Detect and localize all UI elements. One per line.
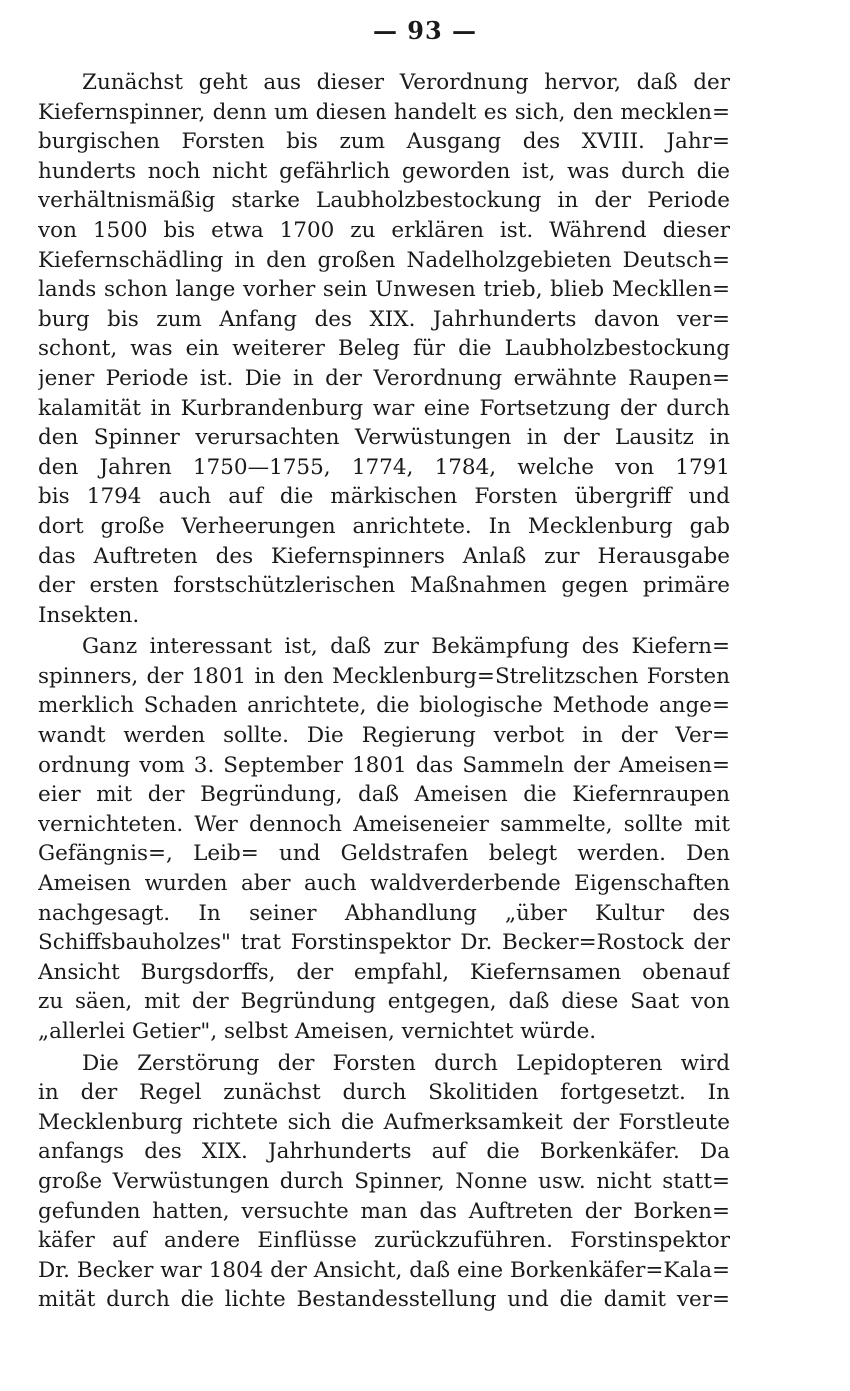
text-line: nachgesagt. In seiner Abhandlung „über Kultur des [38,900,730,926]
text-line: anfangs des XIX. Jahrhunderts auf die Borkenkäfer. Da [38,1139,730,1165]
text-line: „allerlei Getier", selbst Ameisen, vernichtet würde. [38,1019,597,1044]
text-line: von 1500 bis etwa 1700 zu erklären ist. Während dieser [38,217,730,243]
text-line: jener Periode ist. Die in der Verordnung erwähnte Raupen= [38,365,730,391]
text-line: Gefängnis=, Leib= und Geldstrafen belegt werden. Den [38,841,730,867]
paragraph [38,1049,730,1315]
text-line: den Spinner verursachten Verwüstungen in der Lausitz in [38,425,730,451]
text-line: Die Zerstörung der Forsten durch Lepidopteren wird [82,1050,730,1076]
text-line: dort große Verheerungen anrichtete. In Mecklenburg gab [38,513,730,539]
paragraph [38,632,730,1046]
text-line: ordnung vom 3. September 1801 das Sammeln der Ameisen= [38,752,730,778]
text-line: Kiefernschädling in den großen Nadelholzgebieten Deutsch= [38,247,730,273]
text-line: käfer auf andere Einflüsse zurückzuführen. Forstinspektor [38,1228,730,1254]
text-line: den Jahren 1750—1755, 1774, 1784, welche von 1791 [38,454,730,480]
text-line: wandt werden sollte. Die Regierung verbot in der Ver= [38,723,730,749]
text-line: Dr. Becker war 1804 der Ansicht, daß eine Borkenkäfer=Kala= [38,1257,730,1283]
text-line: Ameisen wurden aber auch waldverderbende Eigenschaften [38,871,730,897]
text-line: hunderts noch nicht gefährlich geworden ist, was durch die [38,158,730,184]
paragraph [38,68,730,630]
text-line: Zunächst geht aus dieser Verordnung hervor, daß der [82,70,730,95]
body-text [38,68,730,1315]
text-line: burgischen Forsten bis zum Ausgang des XVIII. Jahr= [38,129,730,155]
text-line: Ansicht Burgsdorffs, der empfahl, Kiefernsamen obenauf [38,959,730,985]
text-line: merklich Schaden anrichtete, die biologische Methode ange= [38,693,730,719]
text-line: burg bis zum Anfang des XIX. Jahrhunderts davon ver= [38,306,730,332]
page-number: — 93 — [372,16,478,45]
text-line: in der Regel zunächst durch Skolitiden fortgesetzt. In [38,1080,730,1106]
text-line: der ersten forstschützlerischen Maßnahmen gegen primäre [38,573,730,599]
text-line: Mecklenburg richtete sich die Aufmerksamkeit der Forstleute [38,1109,730,1135]
text-line: verhältnismäßig starke Laubholzbestockung in der Periode [38,188,730,214]
text-line: spinners, der 1801 in den Mecklenburg=Strelitzschen Forsten [38,663,730,689]
text-line: Kiefernspinner, denn um diesen handelt es sich, den mecklen= [38,99,730,125]
text-line: große Verwüstungen durch Spinner, Nonne usw. nicht statt= [38,1168,730,1194]
text-line: eier mit der Begründung, daß Ameisen die Kiefernraupen [38,782,730,808]
text-line: vernichteten. Wer dennoch Ameiseneier sammelte, sollte mit [38,811,730,837]
text-line: lands schon lange vorher sein Unwesen trieb, blieb Meckllen= [38,277,730,303]
text-line: zu säen, mit der Begründung entgegen, daß diese Saat von [38,989,730,1015]
text-line: schont, was ein weiterer Beleg für die Laubholzbestockung [38,336,730,362]
text-line: das Auftreten des Kiefernspinners Anlaß zur Herausgabe [38,543,730,569]
text-line: gefunden hatten, versuchte man das Auftreten der Borken= [38,1198,730,1224]
text-line: kalamität in Kurbrandenburg war eine Fortsetzung der durch [38,395,730,421]
text-line: Ganz interessant ist, daß zur Bekämpfung des Kiefern= [82,634,730,660]
text-line: Schiffsbauholzes" trat Forstinspektor Dr. Becker=Rostock der [38,930,730,956]
text-line: mität durch die lichte Bestandesstellung und die damit ver= [38,1287,730,1313]
text-line: Insekten. [38,602,140,628]
text-line: bis 1794 auch auf die märkischen Forsten übergriff und [38,484,730,510]
